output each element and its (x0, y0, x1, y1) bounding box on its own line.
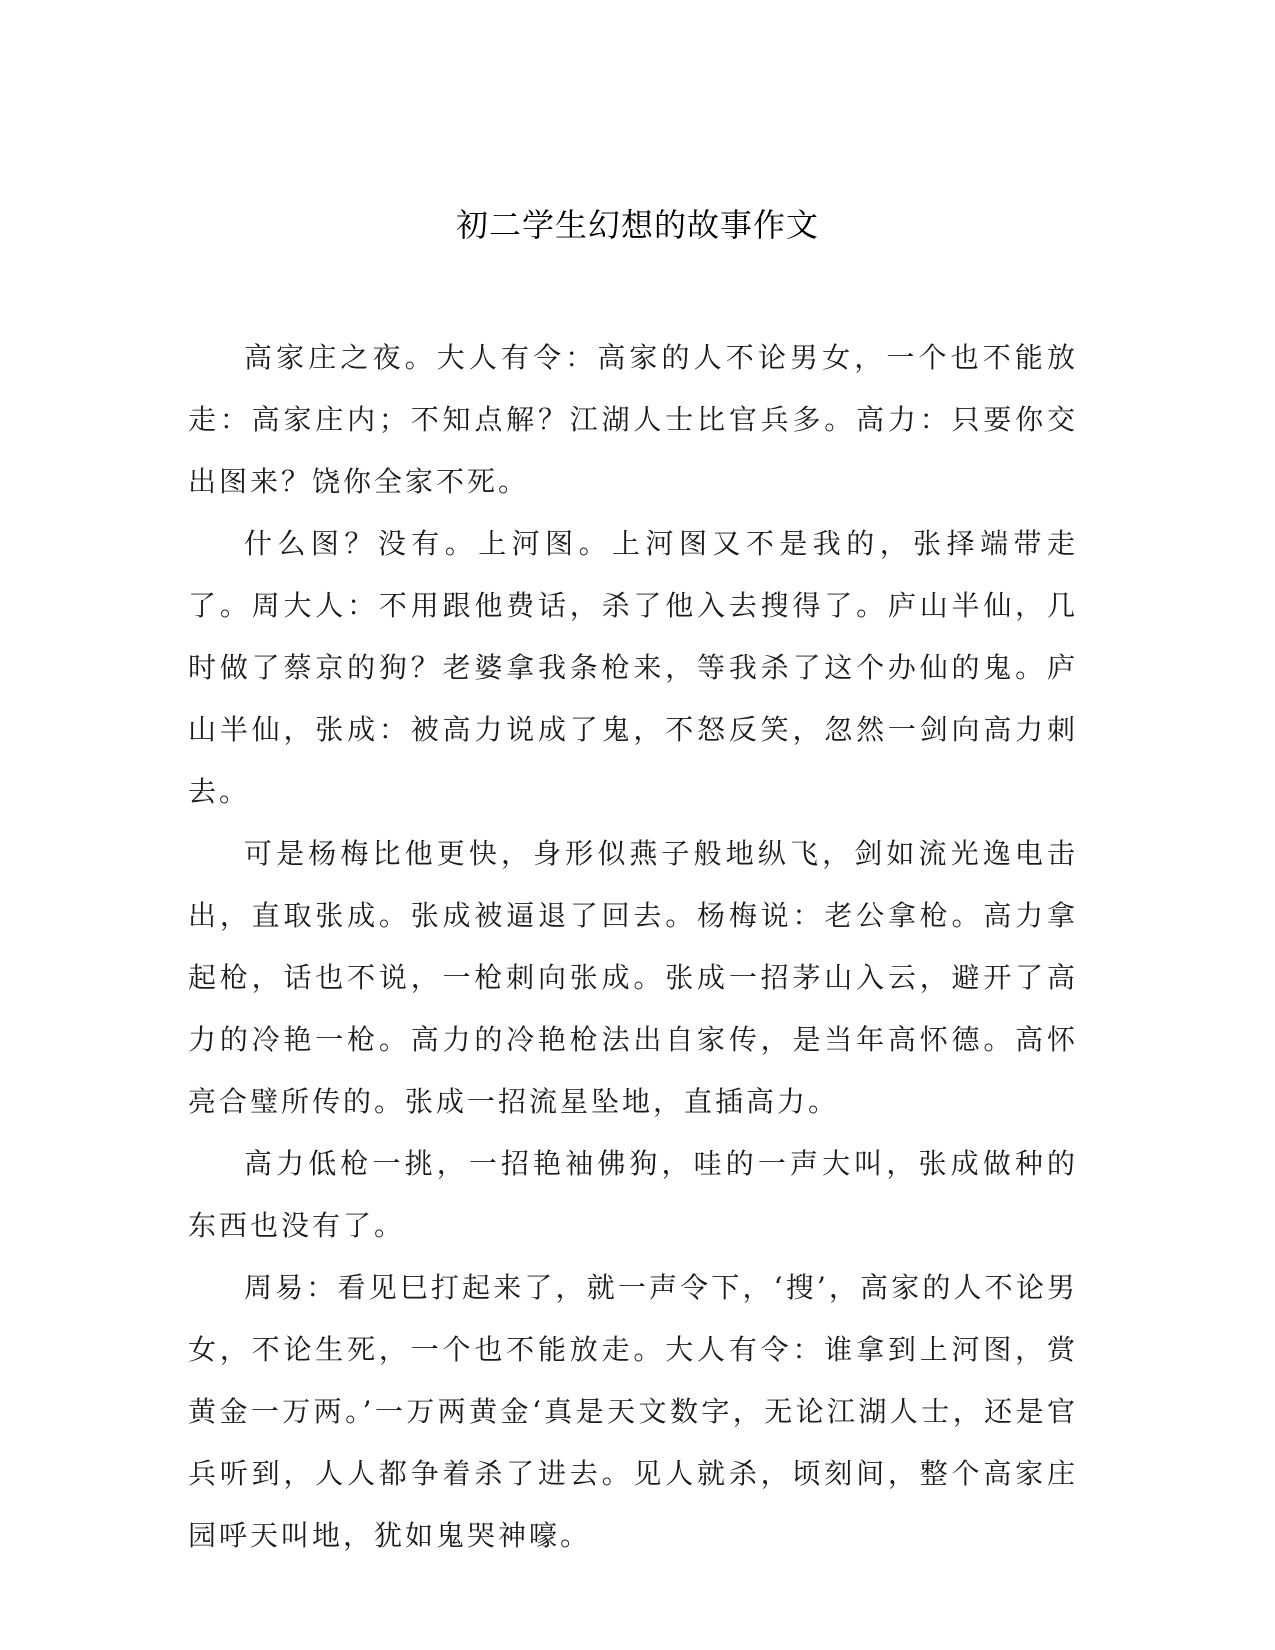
paragraph-4: 高力低枪一挑，一招艳袖佛狗，哇的一声大叫，张成做种的东西也没有了。 (188, 1147, 1078, 1242)
document-body (188, 327, 1078, 1567)
paragraph-3: 可是杨梅比他更快，身形似燕子般地纵飞，剑如流光逸电击出，直取张成。张成被逼退了回去。杨梅说：老公拿枪。高力拿起枪，话也不说，一枪刺向张成。张成一招茅山入云，避开了高力的冷艳一枪。高力的冷艳枪法出自家传，是当年高怀德。高怀亮合璧所传的。张成一招流星坠地，直插高力。 (188, 837, 1078, 1118)
paragraph-2: 什么图？没有。上河图。上河图又不是我的，张择端带走了。周大人：不用跟他费话，杀了他入去搜得了。庐山半仙，几时做了蔡京的狗？老婆拿我条枪来，等我杀了这个办仙的鬼。庐山半仙，张成：被高力说成了鬼，不怒反笑，忽然一剑向高力刺去。 (188, 527, 1078, 808)
paragraph-5: 周易：看见巳打起来了，就一声令下，‘搜’，高家的人不论男女，不论生死，一个也不能放走。大人有令：谁拿到上河图，赏黄金一万两。’一万两黄金‘真是天文数字，无论江湖人士，还是官兵听到，人人都争着杀了进去。见人就杀，顷刻间，整个高家庄园呼天叫地，犹如鬼哭神嚎。 (188, 1271, 1078, 1552)
document-title: 初二学生幻想的故事作文 (455, 206, 819, 244)
paragraph-1: 高家庄之夜。大人有令：高家的人不论男女，一个也不能放走：高家庄内；不知点解？江湖人士比官兵多。高力：只要你交出图来？饶你全家不死。 (188, 341, 1078, 498)
